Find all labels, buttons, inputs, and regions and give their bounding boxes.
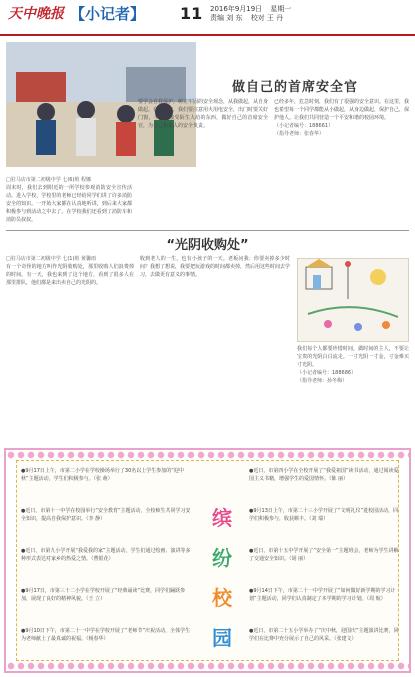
bottom-border-decor <box>6 661 409 671</box>
title-char-1: 缤 <box>212 506 232 530</box>
article-2-col-1 <box>6 255 134 440</box>
news-item-left-5: ●9月10日下午，市第二十一中学在学校开展了“老师节”庆祝活动，全体学生为老师献上了最真诚的祝福。（杨春华） <box>21 628 191 642</box>
news-item-left-2: ●近日，市第十一中学在校园举行“安全教育”主题活动，全校师生共同学习安全知识，提高自我保护意识。（李 静） <box>21 508 191 522</box>
article-1-col-2 <box>138 98 268 228</box>
title-char-3: 校 <box>212 586 232 610</box>
campus-news-box <box>4 448 411 673</box>
article-2-col-2-text: 收到老人的一生，也有小孩子的一天。老板问我：你要卖掉多少时间？我想了想说，我要把玩游戏的时间都卖掉，然后用这些时间去学习，去做更有意义的事情。 <box>140 256 290 278</box>
news-item-left-4: ●9月17日，市第三十二小学在学校开展了“经典诵读”比赛，同学们踊跃参加，展现了良好的精神风貌。（王 立） <box>21 588 186 602</box>
article-1-byline: □驻马店市第二初级中学 七(6)班 程娜 <box>6 177 91 183</box>
article-2-title: “光阴收购处” <box>166 238 249 253</box>
article-1-teacher: （指导老师：张春华） <box>274 131 325 137</box>
newspaper-logo: 天中晚报 <box>8 6 64 22</box>
title-char-4: 园 <box>212 626 232 650</box>
news-item-right-1: ●近日，市第四小学在全校开展了“我爱祖国”读书活动，通过阅读爱国主义书籍，增强学生的爱国情怀。（陈 丽） <box>249 468 399 482</box>
news-item-right-4: ●9月14日下午，市第二十一中学开展了“如何做好新学期的学习计划”主题活动，同学们认真制定了本学期的学习计划。（周 航） <box>249 588 396 602</box>
masthead-meta <box>210 5 297 23</box>
campus-news-inner <box>16 460 399 661</box>
drawing-illustration <box>298 259 408 341</box>
article-1-col-3 <box>274 98 409 228</box>
section-divider <box>6 230 409 231</box>
article-2-byline: □驻马店市第二初级中学 七(1)班 黄馨雨 <box>6 256 96 262</box>
article-2-teacher: （指导老师：孙冬梅） <box>297 378 348 384</box>
article-1-reporter-id: （小记者编号：188661） <box>274 123 334 129</box>
news-item-right-5: ●近日，市第二十五小学举办了“庆中秋，迎国庆”主题演讲比赛，同学们在比赛中充分展示了自己的风采。（张建文） <box>249 628 399 642</box>
article-2-reporter-id: （小记者编号：188686） <box>297 370 357 376</box>
article-1-col-1-text: 周末时，我们去到附近的一所学校参观消防安全宣传活动。进入学校，学校里的老师已经给同学们讲了许多消防安全的知识。一开始大家都在认真地听讲，到后来大家都积极参与到活动之中去了。在学校我们还看到了消防车和消防员叔叔。 <box>6 185 132 223</box>
issue-weekday: 星期一 <box>270 5 292 13</box>
article-2-col-1-text: 有一个奇怪的地方叫作光阴收购处，那里收购人们浪费掉的时间。有一天，我也来到了这个地方，看到了很多人在那里排队，他们都是来出卖自己的光阴的。 <box>6 264 134 286</box>
issue-date: 2016年9月19日 <box>210 5 263 13</box>
news-item-left-3: ●近日，市第九小学开展“我爱我的家”主题活动，学生们通过绘画、演讲等多种形式表达对家乡的热爱之情。（曹银花） <box>21 548 191 562</box>
column-title: 【小记者】 <box>70 5 146 23</box>
editor-credit: 责编 刘 东 <box>210 14 243 22</box>
proof-credit: 校对 王 丹 <box>250 14 284 22</box>
title-char-2: 纷 <box>212 546 232 570</box>
news-item-right-2: ●9月13日上午，市第二十三小学开展了“文明礼仪”进校园活动，同学们积极参与，收获颇丰。（刘 瑞） <box>249 508 399 522</box>
news-item-left-1: ●9月17日上午，市第二小学在学校操场举行了30名以上学生参加的“迎中秋”主题活动，学生们积极参与。（张 萌） <box>21 468 184 482</box>
page-number: 11 <box>180 4 203 23</box>
article-1-title: 做自己的首席安全官 <box>231 80 358 95</box>
news-item-right-3: ●近日，市第十五中学开展了“安全第一”主题班会，老师为学生讲解了交通安全知识。（胡 丽） <box>249 548 399 562</box>
child-drawing <box>297 258 409 342</box>
article-1-col-2-text: 要学会自我保护，树立牢固的安全观念，从我做起，从自身做起。在生活中，我们要注意用火用电安全，出门时要关好门窗，不随意接受陌生人给的东西，做好自己的首席安全官，为自己和家人的安全负责。 <box>138 99 268 129</box>
article-1-col-3-text: 已经多年，危急时刻，我们有了很强的安全意识。在这里，我也希望每一个同学都能从小做起，从身边做起，保护自己，保护他人。让我们共同营造一个平安和谐的校园环境。 <box>274 99 409 121</box>
section-vertical-title <box>203 498 241 658</box>
article-2-col-3 <box>297 345 409 440</box>
masthead <box>0 0 415 36</box>
article-2-col-3-text: 我们每个人都要珍惜时间，做时间的主人，不要让宝贵的光阴白白流走。一寸光阴一寸金，寸金难买寸光阴。 <box>297 346 409 368</box>
article-1-col-1 <box>6 176 132 228</box>
top-border-decor <box>6 450 409 460</box>
article-2-col-2 <box>140 255 290 440</box>
